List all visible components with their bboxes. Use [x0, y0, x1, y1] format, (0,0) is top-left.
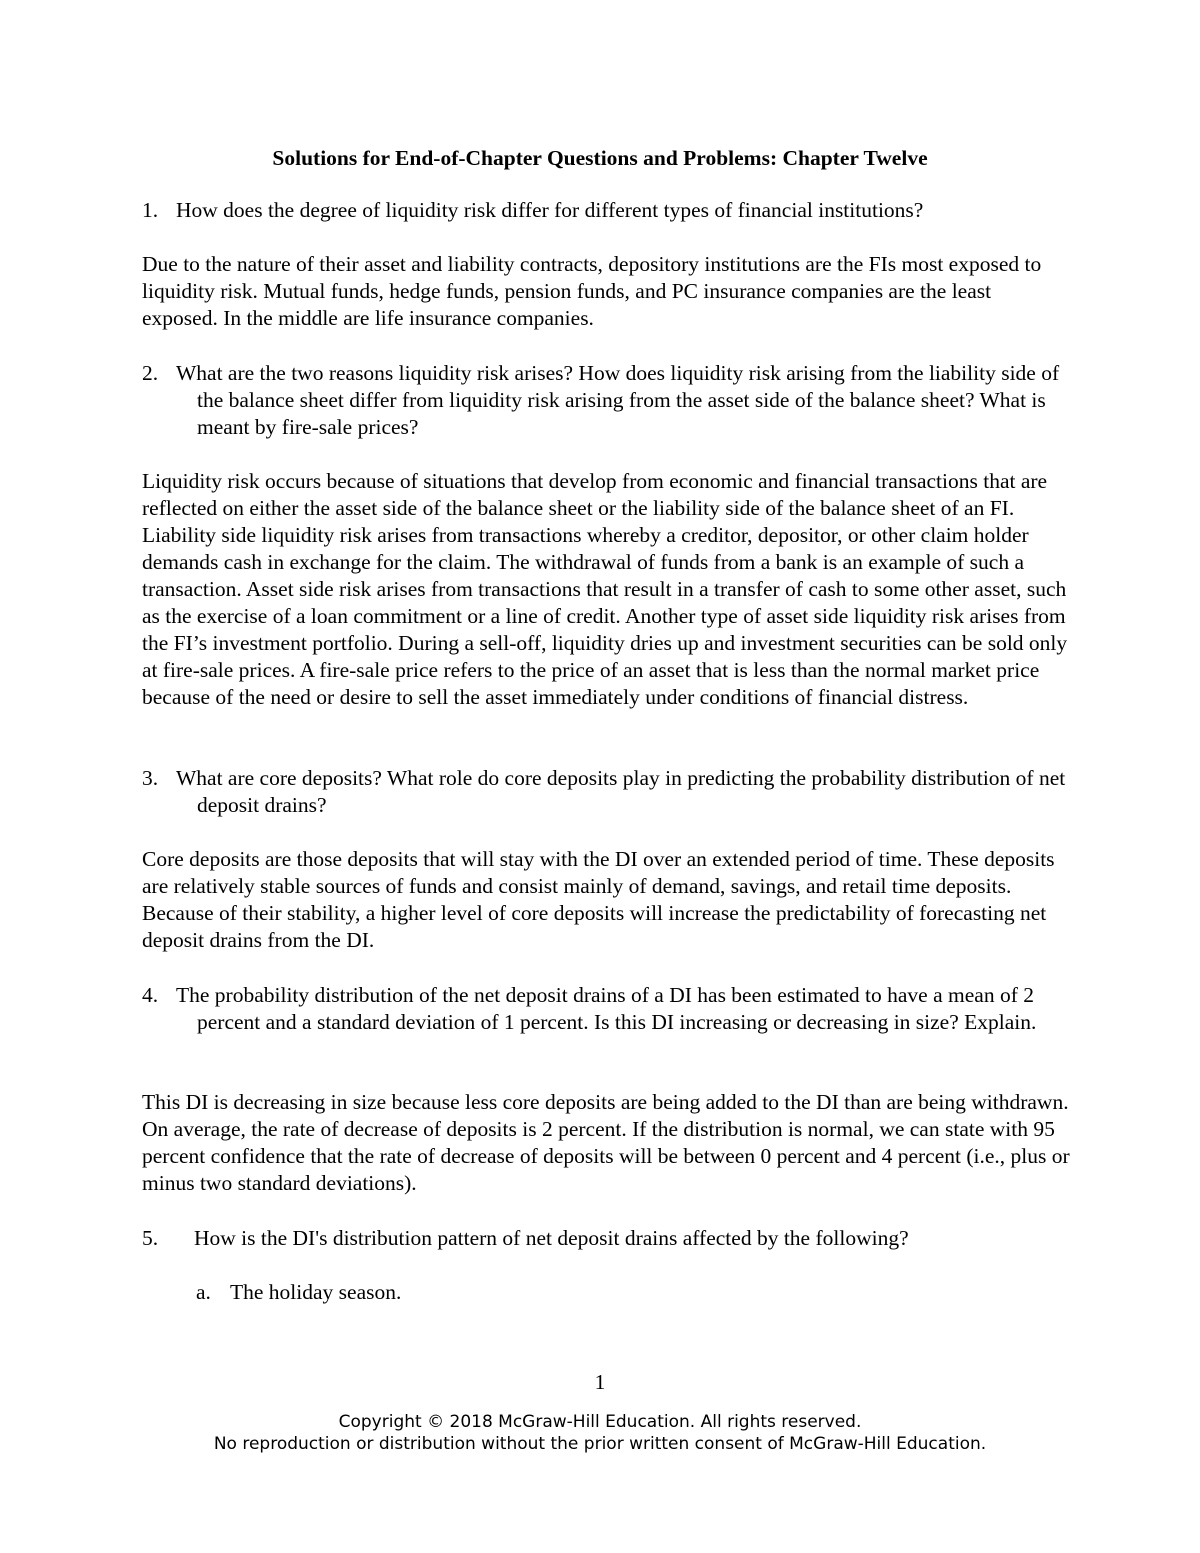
question-number: 3.	[142, 766, 159, 790]
question-number: 5.	[142, 1226, 159, 1250]
answer-4: This DI is decreasing in size because less core deposits are being added to the DI than are being withdrawn. On average, the rate of decrease of deposits is 2 percent. If the distribution is normal, we can state with 95 percent confidence that the rate of decrease of deposits will be between 0 percent and 4 percent (i.e., plus or minus two standard deviations).	[142, 1090, 1070, 1195]
footer-line-2: No reproduction or distribution without the prior written consent of McGraw-Hill Education.	[213, 1434, 987, 1454]
question-text: What are the two reasons liquidity risk arises? How does liquidity risk arising from the liability side of the balance sheet differ from liquidity risk arising from the asset side of the balance sheet? What is meant by fire-sale prices?	[176, 361, 1060, 439]
document-title: Solutions for End-of-Chapter Questions and Problems: Chapter Twelve	[272, 146, 928, 170]
answer-1: Due to the nature of their asset and liability contracts, depository institutions are the FIs most exposed to liquidity risk. Mutual funds, hedge funds, pension funds, and PC insurance companies are the least exposed. In the middle are life insurance companies.	[142, 252, 1042, 330]
question-number: 4.	[142, 983, 159, 1007]
sub-question-text: The holiday season.	[230, 1280, 402, 1304]
sub-question-label: a.	[196, 1280, 211, 1304]
copyright-footer	[0, 1411, 1200, 1455]
page-number: 1	[594, 1370, 606, 1394]
question-4	[142, 982, 1072, 1036]
question-text: The probability distribution of the net deposit drains of a DI has been estimated to have a mean of 2 percent and a standard deviation of 1 percent. Is this DI increasing or decreasing in size? Explain.	[176, 983, 1037, 1034]
question-2	[142, 360, 1072, 441]
question-number: 2.	[142, 361, 159, 385]
question-5a	[196, 1279, 401, 1306]
question-text: What are core deposits? What role do core deposits play in predicting the probability distribution of net deposit drains?	[176, 766, 1066, 817]
footer-line-1: Copyright © 2018 McGraw-Hill Education. All rights reserved.	[338, 1412, 862, 1432]
question-text: How is the DI's distribution pattern of net deposit drains affected by the following?	[194, 1226, 909, 1250]
question-1	[142, 197, 1072, 224]
question-text: How does the degree of liquidity risk differ for different types of financial institutions?	[176, 198, 924, 222]
question-5	[142, 1225, 1072, 1252]
question-3	[142, 765, 1072, 819]
answer-2: Liquidity risk occurs because of situations that develop from economic and financial transactions that are reflected on either the asset side of the balance sheet or the liability side of the balance sheet of an FI. Liability side liquidity risk arises from transactions whereby a creditor, depositor, or other claim holder demands cash in exchange for the claim. The withdrawal of funds from a bank is an example of such a transaction. Asset side risk arises from transactions that result in a transfer of cash to some other asset, such as the exercise of a loan commitment or a line of credit. Another type of asset side liquidity risk arises from the FI’s investment portfolio. During a sell-off, liquidity dries up and investment securities can be sold only at fire-sale prices. A fire-sale price refers to the price of an asset that is less than the normal market price because of the need or desire to sell the asset immediately under conditions of financial distress.	[142, 469, 1068, 709]
question-number: 1.	[142, 198, 159, 222]
answer-3: Core deposits are those deposits that will stay with the DI over an extended period of time. These deposits are relatively stable sources of funds and consist mainly of demand, savings, and retail time deposits. Because of their stability, a higher level of core deposits will increase the predictability of forecasting net deposit drains from the DI.	[142, 847, 1055, 952]
